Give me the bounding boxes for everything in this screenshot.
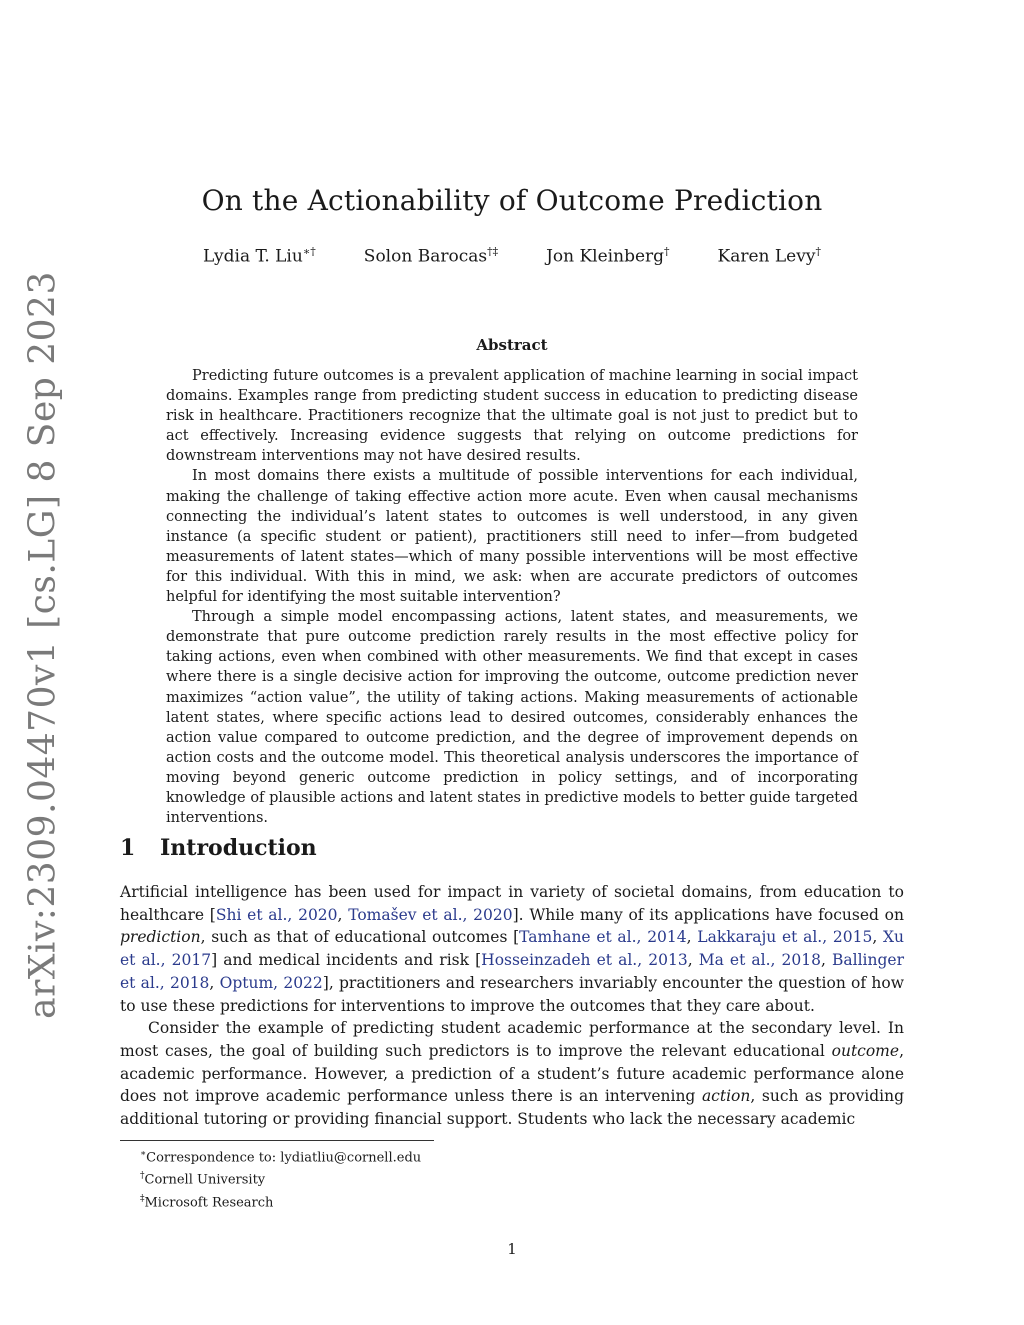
footnotes bbox=[140, 1145, 421, 1212]
citation-link[interactable]: Ma et al., 2018 bbox=[698, 951, 821, 970]
footnote: ∗Correspondence to: lydiatliu@cornell.edu bbox=[140, 1149, 422, 1166]
citation-link[interactable]: Xu et al., 2017 bbox=[120, 928, 904, 970]
author: Lydia T. Liu∗† bbox=[203, 245, 316, 267]
paper-title: On the Actionability of Outcome Prediction bbox=[201, 184, 823, 217]
section-number: 1 bbox=[120, 835, 136, 861]
citation-link[interactable]: Tamhane et al., 2014 bbox=[519, 928, 687, 947]
footnote-rule bbox=[120, 1140, 434, 1141]
body-paragraph: Consider the example of predicting student academic performance at the secondary level. In most cases, the goal of building such predictors is to improve the relevant educational outcome, academic performance. However, a prediction of a student’s future academic performance alone does not improve academic performance unless there is an intervening action, such as providing additional tutoring or providing financial support. Students who lack the necessary academic bbox=[120, 1019, 904, 1129]
abstract-heading: Abstract bbox=[476, 336, 548, 354]
abstract-paragraph: Predicting future outcomes is a prevalent application of machine learning in social impact domains. Examples range from predicting student success in education to predicting disease risk in healthcare. Practitioners recognize that the ultimate goal is not just to predict but to act effectively. Increasing evidence suggests that relying on outcome predictions for downstream interventions may not have desired results. bbox=[166, 368, 858, 465]
page-number: 1 bbox=[507, 1240, 517, 1258]
section-title: Introduction bbox=[160, 835, 317, 861]
citation-link[interactable]: Optum, 2022 bbox=[219, 973, 323, 992]
footnote: †Cornell University bbox=[140, 1171, 266, 1188]
citation-link[interactable]: Hosseinzadeh et al., 2013 bbox=[481, 951, 688, 970]
section-heading bbox=[120, 835, 317, 861]
author-affiliation-marks: ∗† bbox=[302, 245, 316, 258]
abstract-paragraph: Through a simple model encompassing actions, latent states, and measurements, we demonstrate that pure outcome prediction rarely results in the most effective policy for taking actions, even when combined with other measurements. We find that except in cases where there is a single decisive action for improving the outcome, outcome prediction never maximizes “action value”, the utility of taking actions. Making measurements of actionable latent states, where specific actions lead to desired outcomes, considerably enhances the action value compared to outcome prediction, and the degree of improvement depends on action costs and the outcome model. This theoretical analysis underscores the importance of moving beyond generic outcome prediction in policy settings, and of incorporating knowledge of plausible actions and latent states in predictive models to better guide targeted interventions. bbox=[166, 609, 858, 827]
arxiv-identifier: arXiv:2309.04470v1 [cs.LG] 8 Sep 2023 bbox=[22, 271, 64, 1019]
citation-link[interactable]: Shi et al., 2020 bbox=[215, 905, 338, 924]
author-affiliation-marks: † bbox=[815, 245, 821, 258]
author-list bbox=[0, 245, 1024, 267]
citation-link[interactable]: Lakkaraju et al., 2015 bbox=[697, 928, 873, 947]
abstract-body bbox=[166, 366, 858, 828]
footnote: ‡Microsoft Research bbox=[140, 1193, 274, 1210]
author: Karen Levy† bbox=[717, 245, 821, 267]
body-paragraph: Artificial intelligence has been used for impact in variety of societal domains, from education to healthcare [Shi et al., 2020, Tomašev et al., 2020]. While many of its applications have focused on prediction, such as that of educational outcomes [Tamhane et al., 2014, Lakkaraju et al., 2015, Xu et al., 2017] and medical incidents and risk [Hosseinzadeh et al., 2013, Ma et al., 2018, Ballinger et al., 2018, Optum, 2022], practitioners and researchers invariably encounter the question of how to use these predictions for interventions to improve the outcomes that they care about. bbox=[120, 883, 904, 1015]
author: Jon Kleinberg† bbox=[546, 245, 670, 267]
introduction-body bbox=[120, 881, 904, 1131]
abstract-paragraph: In most domains there exists a multitude of possible interventions for each individual, making the challenge of taking effective action more acute. Even when causal mechanisms connecting the individual’s latent states to outcomes is well understood, in any given instance (a specific student or patient), practitioners still need to infer—from budgeted measurements of latent states—which of many possible interventions will be most effective for this individual. With this in mind, we ask: when are accurate predictors of outcomes helpful for identifying the most suitable intervention? bbox=[166, 468, 858, 606]
author-affiliation-marks: † bbox=[664, 245, 670, 258]
author-affiliation-marks: †‡ bbox=[487, 245, 499, 258]
citation-link[interactable]: Tomašev et al., 2020 bbox=[348, 905, 513, 924]
author: Solon Barocas†‡ bbox=[363, 245, 499, 267]
citation-link[interactable]: Ballinger et al., 2018 bbox=[120, 951, 904, 992]
